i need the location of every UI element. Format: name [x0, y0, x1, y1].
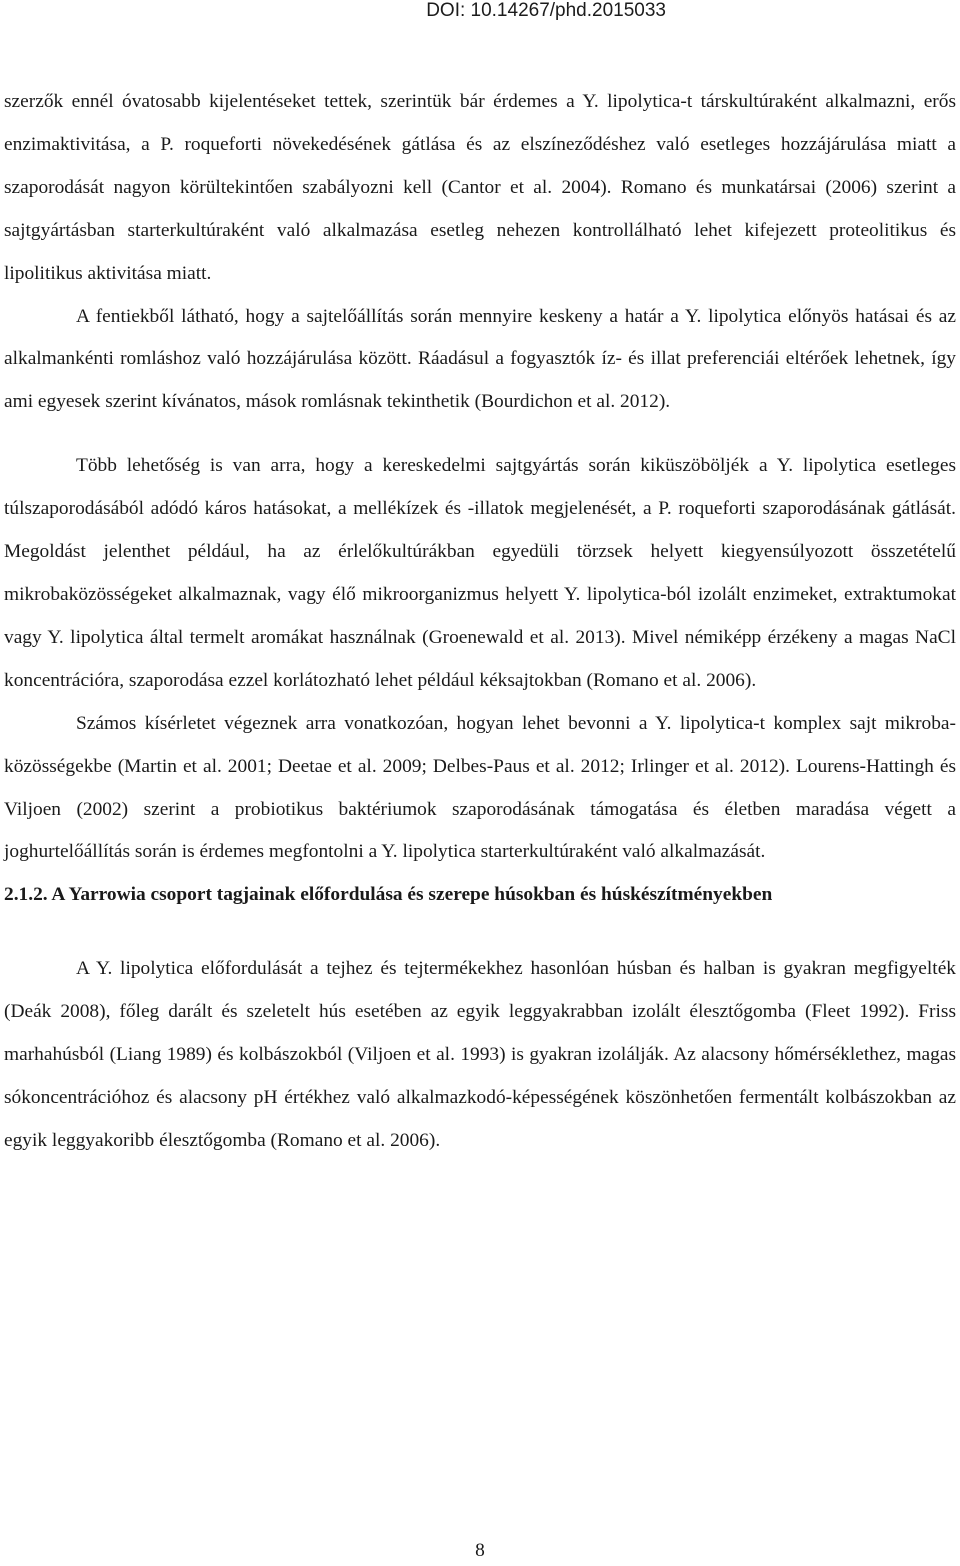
- page-number: 8: [475, 1540, 485, 1561]
- doi-header: DOI: 10.14267/phd.2015033: [426, 0, 666, 21]
- body-paragraph-2: A fentiekből látható, hogy a sajtelőállítás során mennyire keskeny a határ a Y. lipolytica előnyös hatásai és az alkalmankénti romláshoz való hozzájárulása között. Ráadásul a fogyasztók íz- és illat preferenciái eltérőek lehetnek, így ami egyesek szerint kívánatos, mások romlásnak tekinthetik (Bourdichon et al. 2012).: [4, 305, 956, 413]
- section-heading: 2.1.2. A Yarrowia csoport tagjainak előfordulása és szerepe húsokban és húskészítményekben: [4, 884, 773, 906]
- document-body: [4, 81, 956, 1163]
- section-paragraph: A Y. lipolytica előfordulását a tejhez és tejtermékekhez hasonlóan húsban és halban is gyakran megfigyelték (Deák 2008), főleg darált és szeletelt hús esetében az egyik leggyakrabban izolált élesztőgomba (Fleet 1992). Friss marhahúsból (Liang 1989) és kolbászokból (Viljoen et al. 1993) is gyakran izolálják. Az alacsony hőmérséklethez, magas sókoncentrációhoz és alacsony pH értékhez való alkalmazkodó-képességének köszönhetően fermentált kolbászokban az egyik leggyakoribb élesztőgomba (Romano et al. 2006).: [4, 958, 956, 1151]
- body-paragraph-3: Több lehetőség is van arra, hogy a kereskedelmi sajtgyártás során kiküszöböljék a Y. lipolytica esetleges túlszaporodásából adódó káros hatásokat, a mellékízek és -illatok megjelenését, a P. roqueforti szaporodásának gátlását. Megoldást jelenthet például, ha az érlelőkultúrákban egyedüli törzsek helyett kiegyensúlyozott összetételű mikrobaközösségeket alkalmaznak, vagy élő mikroorganizmus helyett Y. lipolytica-ból izolált enzimeket, extraktumokat vagy Y. lipolytica által termelt aromákat használnak (Groenewald et al. 2013). Mivel némiképp érzékeny a magas NaCl koncentrációra, szaporodása ezzel korlátozható lehet például kéksajtokban (Romano et al. 2006).: [4, 455, 956, 691]
- body-paragraph-4: Számos kísérletet végeznek arra vonatkozóan, hogyan lehet bevonni a Y. lipolytica-t komplex sajt mikroba-közösségekbe (Martin et al. 2001; Deetae et al. 2009; Delbes-Paus et al. 2012; Irlinger et al. 2012). Lourens-Hattingh és Viljoen (2002) szerint a probiotikus baktériumok szaporodásának támogatása és életben maradása végett a joghurtelőállítás során is érdemes megfontolni a Y. lipolytica starterkultúraként való alkalmazását.: [4, 712, 956, 863]
- body-paragraph-1: szerzők ennél óvatosabb kijelentéseket tettek, szerintük bár érdemes a Y. lipolytica-t társkultúraként alkalmazni, erős enzimaktivitása, a P. roqueforti növekedésének gátlása és az elszíneződéshez való esetleges hozzájárulása miatt a szaporodását nagyon körültekintően szabályozni kell (Cantor et al. 2004). Romano és munkatársai (2006) szerint a sajtgyártásban starterkultúraként való alkalmazása esetleg nehezen kontrollálható lehet kifejezett proteolitikus és lipolitikus aktivitása miatt.: [4, 91, 956, 284]
